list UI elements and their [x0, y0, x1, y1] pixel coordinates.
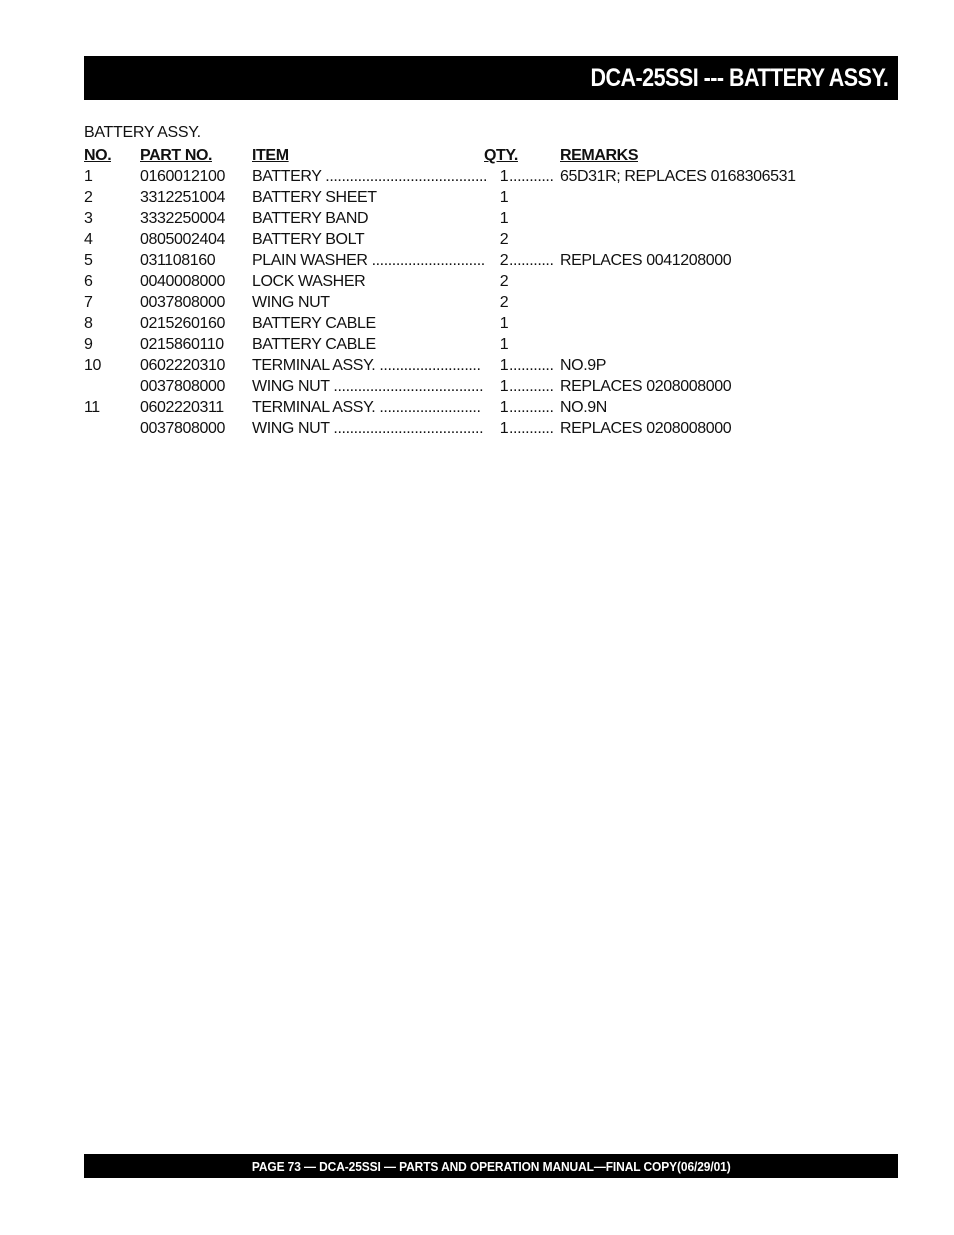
table-row: [84, 355, 884, 376]
row-no: 5: [84, 252, 93, 269]
section-label: BATTERY ASSY.: [84, 124, 201, 141]
parts-table: [84, 145, 884, 439]
row-qty: 2: [499, 273, 509, 290]
page-footer-text: PAGE 73 — DCA-25SSI — PARTS AND OPERATION MANUAL—FINAL COPY(06/29/01): [251, 1158, 731, 1174]
row-no: 11: [84, 399, 100, 416]
row-item: BATTERY SHEET: [252, 189, 377, 206]
table-row: [84, 250, 884, 271]
row-part-no: 3332250004: [140, 210, 225, 227]
row-leader-dots: ...........: [509, 168, 554, 185]
row-no: 7: [84, 294, 93, 311]
col-header-part-no: PART NO.: [140, 147, 213, 164]
row-qty: 1: [499, 336, 509, 353]
row-remarks: REPLACES 0208008000: [560, 420, 732, 437]
row-remarks: REPLACES 0208008000: [560, 378, 732, 395]
row-leader-dots: ...........: [509, 357, 554, 374]
row-part-no: 0040008000: [140, 273, 225, 290]
row-part-no: 0160012100: [140, 168, 225, 185]
table-header: [84, 145, 884, 166]
table-row: [84, 208, 884, 229]
row-no: 10: [84, 357, 101, 374]
row-remarks: 65D31R; REPLACES 0168306531: [560, 168, 796, 185]
table-row: [84, 229, 884, 250]
row-item: BATTERY BAND: [252, 210, 369, 227]
row-part-no: 0602220311: [140, 399, 224, 416]
row-qty: 1: [499, 168, 509, 185]
row-qty: 2: [499, 252, 509, 269]
table-row: [84, 397, 884, 418]
row-item: BATTERY BOLT: [252, 231, 365, 248]
col-header-item: ITEM: [252, 147, 289, 164]
row-no: 4: [84, 231, 93, 248]
row-remarks: NO.9P: [560, 357, 607, 374]
row-qty: 1: [499, 210, 509, 227]
row-no: 3: [84, 210, 93, 227]
col-header-remarks: REMARKS: [560, 147, 639, 164]
row-leader-dots: ...........: [509, 252, 554, 269]
col-header-no: NO.: [84, 147, 112, 164]
row-qty: 1: [499, 420, 509, 437]
row-part-no: 0805002404: [140, 231, 225, 248]
row-item: BATTERY ........................................: [252, 168, 488, 185]
row-no: 1: [84, 168, 93, 185]
row-part-no: 0037808000: [140, 294, 225, 311]
row-leader-dots: ...........: [509, 378, 554, 395]
row-part-no: 031108160: [140, 252, 216, 269]
row-item: BATTERY CABLE: [252, 336, 376, 353]
table-row: [84, 313, 884, 334]
row-qty: 1: [499, 357, 509, 374]
row-remarks: NO.9N: [560, 399, 607, 416]
row-item: TERMINAL ASSY. .........................: [252, 399, 481, 416]
row-qty: 1: [499, 315, 509, 332]
row-item: WING NUT .....................................: [252, 420, 484, 437]
row-remarks: REPLACES 0041208000: [560, 252, 732, 269]
row-no: 9: [84, 336, 93, 353]
row-qty: 2: [499, 294, 509, 311]
table-row: [84, 166, 884, 187]
row-part-no: 0037808000: [140, 420, 225, 437]
row-part-no: 0215860110: [140, 336, 224, 353]
table-row: [84, 271, 884, 292]
row-no: 8: [84, 315, 93, 332]
row-part-no: 0602220310: [140, 357, 225, 374]
row-leader-dots: ...........: [509, 399, 554, 416]
page-title: DCA-25SSI --- BATTERY ASSY.: [590, 63, 888, 92]
row-item: PLAIN WASHER ............................: [252, 252, 485, 269]
table-row: [84, 187, 884, 208]
row-qty: 1: [499, 378, 509, 395]
page-footer-bar: [84, 1154, 898, 1178]
row-item: WING NUT: [252, 294, 330, 311]
row-qty: 2: [499, 231, 509, 248]
row-no: 2: [84, 189, 93, 206]
row-part-no: 0215260160: [140, 315, 225, 332]
row-leader-dots: ...........: [509, 420, 554, 437]
row-item: BATTERY CABLE: [252, 315, 376, 332]
table-row: [84, 292, 884, 313]
row-item: LOCK WASHER: [252, 273, 366, 290]
row-part-no: 0037808000: [140, 378, 225, 395]
col-header-qty: QTY.: [484, 147, 518, 164]
page-title-bar: [84, 56, 898, 100]
table-row: [84, 334, 884, 355]
table-row: [84, 418, 884, 439]
row-qty: 1: [499, 189, 509, 206]
row-item: TERMINAL ASSY. .........................: [252, 357, 481, 374]
row-item: WING NUT .....................................: [252, 378, 484, 395]
row-qty: 1: [499, 399, 509, 416]
table-row: [84, 376, 884, 397]
row-no: 6: [84, 273, 93, 290]
row-part-no: 3312251004: [140, 189, 225, 206]
